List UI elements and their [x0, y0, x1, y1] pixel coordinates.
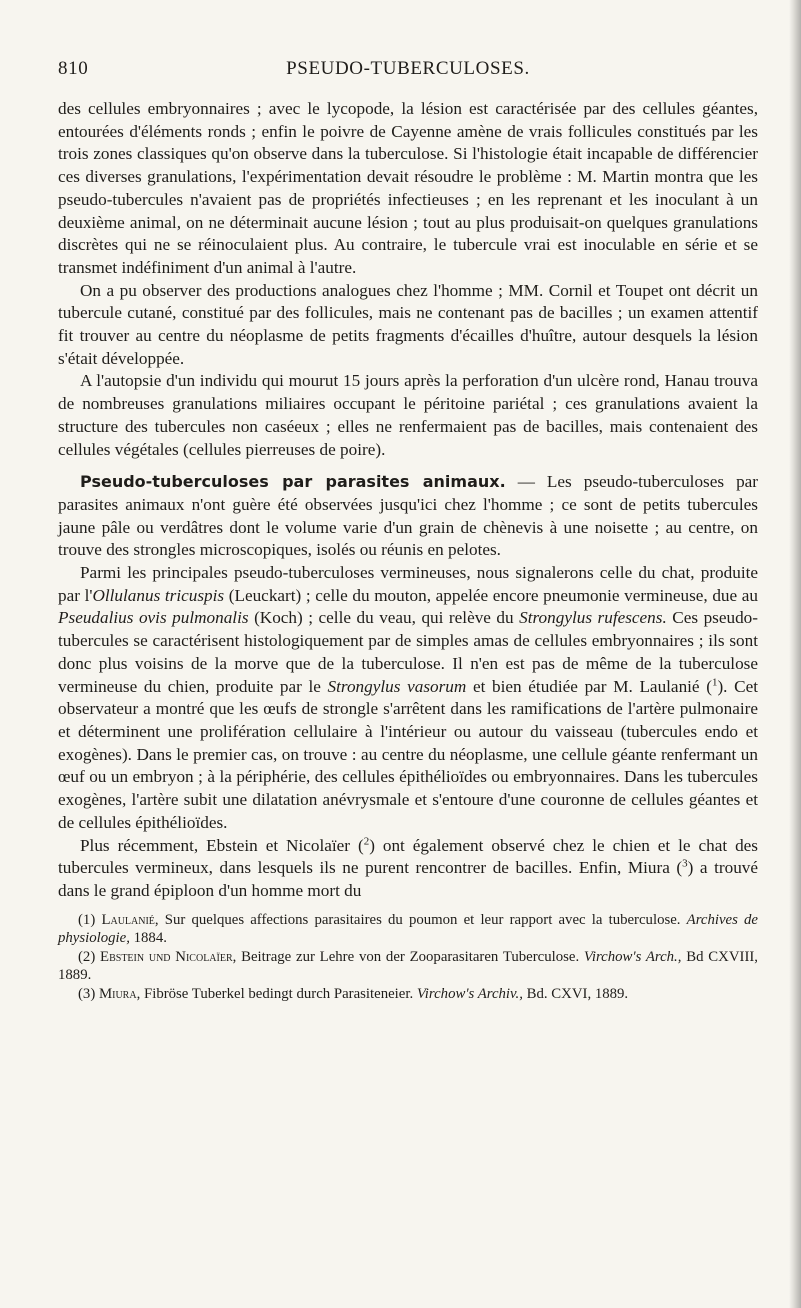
- footnote-tail: 1884.: [129, 930, 167, 947]
- footnote-mark: (2): [78, 948, 96, 965]
- text-run: ) ont également observé chez le chien et le chat des tubercules vermineux, dans lesquels ils ne purent rencontrer de bacilles. Enfin, Miura (: [58, 835, 758, 878]
- text-run: ). Cet observateur a montré que les œufs de strongle s'arrêtent dans les ramifications de l'artère pulmonaire et déterminent une prolifération cellulaire à l'intérieur ou autour du vaisseau (tubercules endo et exogènes). Dans le premier cas, on trouve : au centre du néoplasme, une cellule géante renfermant un œuf ou un embryon ; à la périphérie, des cellules épithélioïdes ou embryonnaires. Dans les tubercules exogènes, l'artère subit une dilatation anévrysmale et s'entoure d'une couronne de cellules géantes et de cellules épithélioïdes.: [58, 676, 759, 832]
- text-run: (Leuckart) ; celle du mouton, appelée encore pneumonie vermineuse, due au: [224, 585, 759, 605]
- section-paragraph-1: [58, 471, 758, 562]
- text-run: Plus récemment, Ebstein et Nicolaïer (: [80, 835, 364, 855]
- section-paragraph-2: [58, 562, 758, 834]
- footnote-text: Sur quelques affections parasitaires du poumon et leur rapport avec la tuberculose.: [158, 911, 687, 928]
- page-edge-shadow: [789, 0, 801, 1308]
- section-text-1: — Les pseudo-tuberculoses par parasites animaux n'ont guère été observées jusqu'ici chez l'homme ; ce sont de petits tubercules jaune pâle ou verdâtres dont le volume varie d'un grain de chènevis à une noisette ; au centre, on trouve des strongles microscopiques, isolés ou réunis en pelotes.: [58, 472, 759, 560]
- text-run: et bien étudiée par M. Laulanié (: [466, 676, 712, 696]
- footnote-source: Virchow's Arch.,: [583, 948, 682, 965]
- footnote-3: [58, 985, 758, 1004]
- page-body: [58, 98, 758, 1003]
- footnote-ref-3: 3: [682, 857, 688, 870]
- text-run: Ces pseudo-tubercules se caractérisent histologiquement par de simples amas de cellules embryonnaires ; ils sont donc plus voisins de la morve que de la tuberculose. Il n'en est pas de même de la tuberculose vermineuse du chien, produite par le: [58, 608, 758, 696]
- footnote-tail: Bd CXVIII, 1889.: [58, 948, 759, 984]
- species-name: Pseudalius ovis pulmonalis: [58, 608, 249, 628]
- section-animal-parasites: [58, 471, 758, 902]
- footnote-2: [58, 948, 758, 985]
- species-name: Strongylus vasorum: [327, 676, 467, 696]
- text-run: ) a trouvé dans le grand épiploon d'un homme mort du: [58, 858, 759, 900]
- footnote-author: Miura,: [98, 985, 141, 1002]
- paragraph-3: A l'autopsie d'un individu qui mourut 15 jours après la perforation d'un ulcère rond, Hanau trouva de nombreuses granulations miliaires occupant le péritoine pariétal ; ces granulations avaient la structure des tubercules non caséeux ; elles ne renfermaient pas de bacilles, mais contenaient des cellules végétales (cellules pierreuses de poire).: [58, 371, 758, 459]
- species-name: Ollulanus tricuspis: [92, 585, 225, 605]
- text-run: (Koch) ; celle du veau, qui relève du: [248, 608, 520, 628]
- footnote-tail: Bd. CXVI, 1889.: [522, 985, 629, 1002]
- footnote-mark: (3): [78, 985, 96, 1002]
- footnote-ref-1: 1: [711, 675, 718, 688]
- section-heading: Pseudo-tuberculoses par parasites animaux.: [80, 472, 506, 492]
- footnote-ref-2: 2: [363, 834, 370, 847]
- footnote-source: Virchow's Archiv.,: [416, 985, 523, 1002]
- page-number: 810: [58, 58, 89, 79]
- page-header: [58, 58, 758, 82]
- species-name: Strongylus rufescens.: [519, 608, 667, 628]
- paragraph-2: On a pu observer des productions analogues chez l'homme ; MM. Cornil et Toupet ont décrit un tubercule cutané, constitué par des follicules, mais ne contenant pas de bacilles ; un examen attentif fit trouver au centre du néoplasme de petits fragments d'écailles d'huître, autour desquels la lésion s'était développée.: [58, 280, 758, 368]
- footnote-1: [58, 911, 758, 948]
- footnote-text: Fibröse Tuberkel bedingt durch Parasiteneier.: [140, 985, 417, 1002]
- footnote-author: Ebstein und Nicolaïer,: [100, 948, 237, 965]
- paragraph-1: des cellules embryonnaires ; avec le lycopode, la lésion est caractérisée par des cellules géantes, entourées d'éléments ronds ; enfin le poivre de Cayenne amène de vrais follicules constitués par les trois zones classiques qu'on observe dans la tuberculose. Si l'histologie était incapable de différencier ces diverses granulations, l'expérimentation devait résoudre le problème : M. Martin montra que les pseudo-tubercules n'avaient pas de propriétés infectieuses ; en les reprenant et les inoculant à un deuxième animal, on ne déterminait aucune lésion ; tout au plus produisait-on quelques granulations discrètes qui ne se réinoculaient plus. Au contraire, le tubercule vrai est inoculable en série et se transmet indéfiniment d'un animal à l'autre.: [58, 99, 758, 277]
- footnote-author: Laulanié,: [101, 911, 159, 928]
- text-run: Parmi les principales pseudo-tuberculoses vermineuses, nous signalerons celle du chat, produite par l': [58, 563, 758, 605]
- footnote-source: Archives de physiologie,: [58, 911, 758, 947]
- footnotes: [58, 911, 758, 1004]
- footnote-text: Beitrage zur Lehre von der Zooparasitaren Tuberculose.: [236, 948, 584, 965]
- running-title: PSEUDO-TUBERCULOSES.: [286, 58, 530, 79]
- footnote-mark: (1): [78, 911, 96, 928]
- section-paragraph-3: [58, 835, 758, 903]
